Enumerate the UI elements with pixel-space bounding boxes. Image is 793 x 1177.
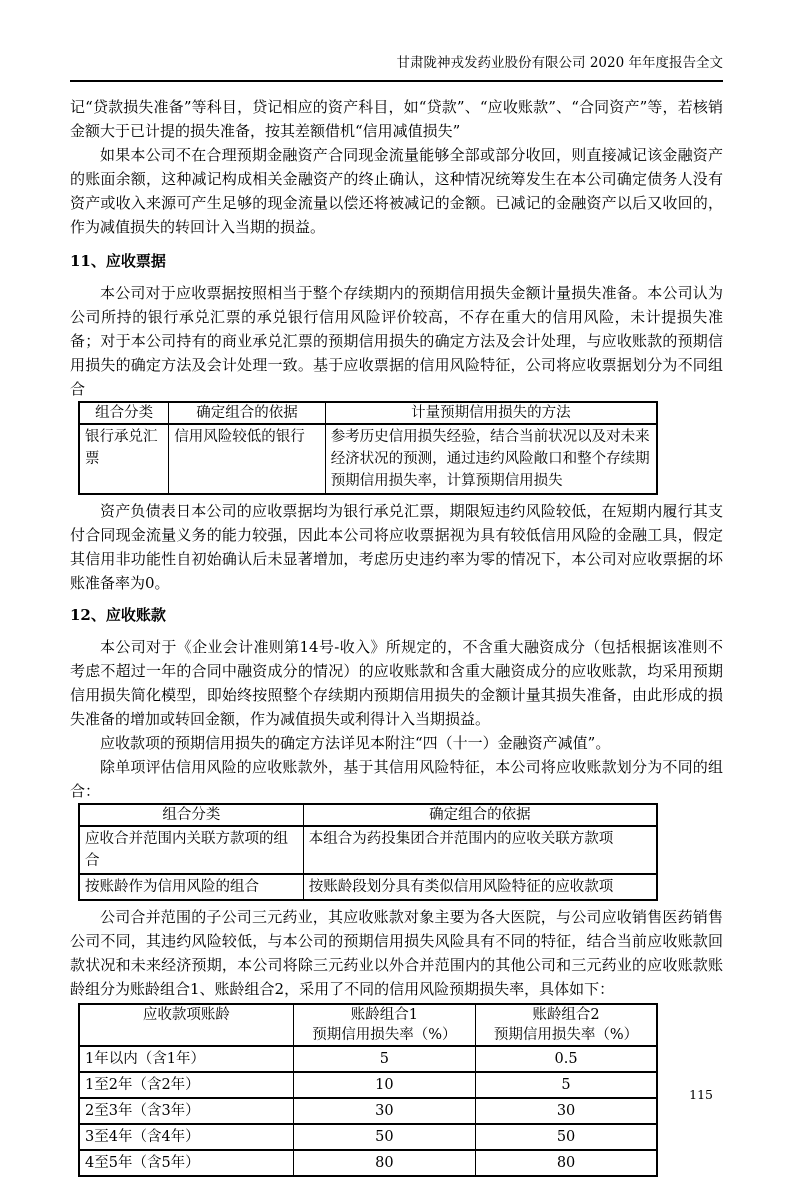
table-cell: 参考历史信用损失经验，结合当前状况以及对未来经济状况的预测，通过违约风险敞口和整个存续期预期信用损失率，计算预期信用损失: [325, 424, 657, 494]
table-cell: 4至5年（含5年）: [79, 1150, 293, 1176]
table-cell: 30: [293, 1098, 475, 1124]
table-header-cell: [476, 1004, 657, 1046]
table-cell: 50: [476, 1124, 657, 1150]
table-header-cell: 计量预期信用损失的方法: [325, 402, 657, 424]
aging-group2-label: 账龄组合2: [532, 1007, 600, 1023]
table-cell: 0.5: [476, 1046, 657, 1072]
table-cell: 2至3年（含3年）: [79, 1098, 293, 1124]
notes-receivable-portfolio-table: [78, 401, 658, 495]
paragraph-subsidiary-aging-groups: 公司合并范围的子公司三元药业，其应收账款对象主要为各大医院，与公司应收销售医药销售公司不同，其违约风险较低，与本公司的预期信用损失风险具有不同的特征，结合当前应收账款回款状况和未来经济预期，本公司将除三元药业以外合并范围内的其他公司和三元药业的应收账款账龄组分为账龄组合1、账龄组合2，采用了不同的信用风险预期损失率，具体如下：: [70, 908, 723, 998]
table-cell: 10: [293, 1072, 475, 1098]
table-cell: 80: [476, 1150, 657, 1176]
table-header-cell: 组合分类: [79, 402, 169, 424]
table-row: [79, 1098, 657, 1124]
table-header-cell: 确定组合的依据: [303, 804, 657, 826]
table-row: [79, 1150, 657, 1176]
ecl-rate-label: 预期信用损失率（%）: [493, 1027, 639, 1043]
table-row: [79, 424, 657, 494]
table-cell: 本组合为药投集团合并范围内的应收关联方款项: [303, 826, 657, 874]
table-header-row: [79, 804, 657, 826]
table-cell: 信用风险较低的银行: [169, 424, 325, 494]
table-header-cell: 应收款项账龄: [79, 1004, 293, 1046]
page-header: [70, 54, 723, 82]
paragraph-notes-receivable-note: 资产负债表日本公司的应收票据均为银行承兑汇票，期限短违约风险较低，在短期内履行其支付合同现金流量义务的能力较强，因此本公司将应收票据视为具有较低信用风险的金融工具，假定其信用非功能性自初始确认后未显著增加，考虑历史违约率为零的情况下，本公司对应收票据的坏账准备率为0。: [70, 502, 723, 592]
table-cell: 5: [476, 1072, 657, 1098]
table-cell: 银行承兑汇票: [79, 424, 169, 494]
section-heading-accounts-receivable: 12、应收账款: [70, 606, 166, 624]
table-cell: 50: [293, 1124, 475, 1150]
table-cell: 应收合并范围内关联方款项的组合: [79, 826, 303, 874]
page-number: 115: [689, 1087, 713, 1102]
paragraph-writeoff: 记“贷款损失准备”等科目，贷记相应的资产科目，如“贷款”、“应收账款”、“合同资产”等，若核销金额大于已计提的损失准备，按其差额借机“信用减值损失”: [70, 98, 723, 140]
table-row: [79, 874, 657, 900]
table-header-row: [79, 1004, 657, 1046]
table-cell: 按账龄段划分具有类似信用风险特征的应收款项: [303, 874, 657, 900]
paragraph-notes-receivable-intro: 本公司对于应收票据按照相当于整个存续期内的预期信用损失金额计量损失准备。本公司认为公司所持的银行承兑汇票的承兑银行信用风险评价较高，不存在重大的信用风险，未计提损失准备；对于本公司持有的商业承兑汇票的预期信用损失的确定方法及会计处理，与应收账款的预期信用损失的确定方法及会计处理一致。基于应收票据的信用风险特征，公司将应收票据划分为不同组合: [70, 284, 723, 398]
table-row: [79, 1124, 657, 1150]
paragraph-ecl-method-reference: 应收款项的预期信用损失的确定方法详见本附注“四（十一）金融资产减值”。: [100, 734, 611, 752]
table-row: [79, 1046, 657, 1072]
ecl-rate-label: 预期信用损失率（%）: [312, 1027, 457, 1043]
table-header-cell: 组合分类: [79, 804, 303, 826]
table-header-cell: 确定组合的依据: [169, 402, 325, 424]
table-header-row: [79, 402, 657, 424]
aging-group1-label: 账龄组合1: [350, 1007, 418, 1023]
aging-ecl-rate-table: [78, 1003, 658, 1177]
table-cell: 按账龄作为信用风险的组合: [79, 874, 303, 900]
table-cell: 5: [293, 1046, 475, 1072]
table-row: [79, 1072, 657, 1098]
paragraph-derecognition: 如果本公司不在合理预期金融资产合同现金流量能够全部或部分收回，则直接减记该金融资产的账面余额，这种减记构成相关金融资产的终止确认，这种情况统筹发生在本公司确定债务人没有资产或收入来源可产生足够的现金流量以偿还将被减记的金额。已减记的金融资产以后又收回的，作为减值损失的转回计入当期的损益。: [70, 146, 723, 236]
paragraph-portfolio-lead-in: 除单项评估信用风险的应收账款外，基于其信用风险特征，本公司将应收账款划分为不同的组合：: [70, 758, 723, 800]
table-header-cell: [293, 1004, 475, 1046]
page-header-title: 甘肃陇神戎发药业股份有限公司 2020 年年度报告全文: [396, 55, 723, 71]
accounts-receivable-portfolio-table: [78, 803, 658, 901]
table-cell: 3至4年（含4年）: [79, 1124, 293, 1150]
table-cell: 1至2年（含2年）: [79, 1072, 293, 1098]
section-heading-notes-receivable: 11、应收票据: [70, 252, 166, 270]
table-cell: 30: [476, 1098, 657, 1124]
table-cell: 80: [293, 1150, 475, 1176]
table-row: [79, 826, 657, 874]
table-cell: 1年以内（含1年）: [79, 1046, 293, 1072]
paragraph-accounts-receivable-policy: 本公司对于《企业会计准则第14号-收入》所规定的，不含重大融资成分（包括根据该准则不考虑不超过一年的合同中融资成分的情况）的应收账款和含重大融资成分的应收账款，均采用预期信用损失简化模型，即始终按照整个存续期内预期信用损失的金额计量其损失准备，由此形成的损失准备的增加或转回金额，作为减值损失或利得计入当期损益。: [70, 638, 723, 728]
